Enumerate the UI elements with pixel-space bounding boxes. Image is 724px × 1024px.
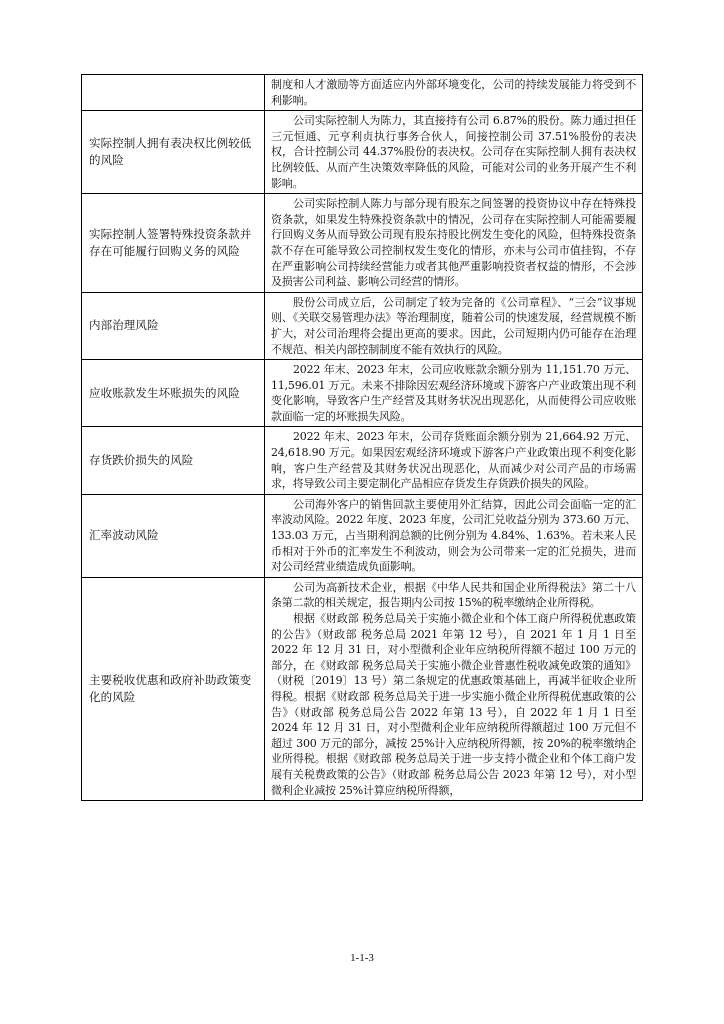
risk-description-paragraph: 2022 年末、2023 年末，公司存货账面余额分别为 21,664.92 万元、24,618.90 万元。如果因宏观经济环境或下游客户产业政策出现不利变化影响，客户生产经营及其财务状况出现恶化，从而减少对公司产品的市场需求，将导致公司主要定制化产品相应存货发生存货跌价损失的风险。 (271, 430, 636, 491)
table-row (82, 194, 643, 293)
risk-description-cell (265, 111, 643, 194)
risk-name-cell: 应收账款发生坏账损失的风险 (82, 360, 265, 427)
table-row (82, 75, 643, 111)
risk-description-paragraph: 2022 年末、2023 年末，公司应收账款余额分别为 11,151.70 万元、11,596.01 万元。未来不排除因宏观经济环境或下游客户产业政策出现不利变化影响，导致客户生产经营及其财务状况出现恶化，从而使得公司应收账款面临一定的坏账损失风险。 (271, 363, 636, 423)
risk-description-cell (265, 292, 643, 359)
risk-description-paragraph: 制度和人才激励等方面适应内外部环境变化，公司的持续发展能力将受到不利影响。 (271, 78, 636, 107)
risk-name-cell (82, 75, 265, 111)
risk-description-paragraph: 根据《财政部 税务总局关于实施小微企业和个体工商户所得税优惠政策的公告》（财政部 税务总局 2021 年第 12 号），自 2021 年 1 月 1 日至 2022 年 12 月 31 日，对小型微利企业年应纳税所得额不超过 100 万元的部分，在《财政部 税务总局关于实施小微企业普惠性税收减免政策的通知》（财税〔2019〕13 号）第二条规定的优惠政策基础上，再减半征收企业所得税。根据《财政部 税务总局关于进一步实施小微企业所得税优惠政策的公告》（财政部 税务总局公告 2022 年第 13 号），自 2022 年 1 月 1 日至 2024 年 12 月 31 日，对小型微利企业年应纳税所得额超过 100 万元但不超过 300 万元的部分，减按 25%计入应纳税所得额，按 20%的税率缴纳企业所得税。根据《财政部 税务总局关于进一步支持小微企业和个体工商户发展有关税费政策的公告》（财政部 税务总局公告 2023 年第 12 号），对小型微利企业减按 25%计算应纳税所得额， (271, 612, 636, 797)
risk-description-cell (265, 427, 643, 494)
risk-table (81, 74, 643, 801)
risk-name-cell: 汇率波动风险 (82, 494, 265, 577)
risk-description-cell (265, 194, 643, 293)
table-row (82, 111, 643, 194)
risk-name-cell: 实际控制人签署特殊投资条款并存在可能履行回购义务的风险 (82, 194, 265, 293)
table-row (82, 427, 643, 494)
risk-description-cell (265, 360, 643, 427)
page-number: 1-1-3 (350, 952, 374, 964)
risk-name-cell: 实际控制人拥有表决权比例较低的风险 (82, 111, 265, 194)
risk-table-body (82, 75, 643, 801)
table-row (82, 577, 643, 800)
risk-description-paragraph: 公司为高新技术企业，根据《中华人民共和国企业所得税法》第二十八条第二款的相关规定，报告期内公司按 15%的税率缴纳企业所得税。 (271, 580, 636, 610)
risk-name-cell: 内部治理风险 (82, 292, 265, 359)
table-row (82, 360, 643, 427)
risk-description-cell (265, 494, 643, 577)
risk-description-paragraph: 公司实际控制人为陈力，其直接持有公司 6.87%的股份。陈力通过担任三元恒通、元亨利贞执行事务合伙人，间接控制公司 37.51%股份的表决权，合计控制公司 44.37%股份的表决权。公司存在实际控制人拥有表决权比例较低、从而产生决策效率降低的风险，可能对公司的业务开展产生不利影响。 (271, 114, 636, 190)
risk-description-paragraph: 股份公司成立后，公司制定了较为完备的《公司章程》、“三会”议事规则、《关联交易管理办法》等治理制度，随着公司的快速发展，经营规模不断扩大，对公司治理将会提出更高的要求。因此，公司短期内仍可能存在治理不规范、相关内部控制制度不能有效执行的风险。 (271, 295, 636, 356)
risk-description-paragraph: 公司海外客户的销售回款主要使用外汇结算，因此公司会面临一定的汇率波动风险。2022 年度、2023 年度，公司汇兑收益分别为 373.60 万元、133.03 万元，占当期利润总额的比例分别为 4.84%、1.63%。若未来人民币相对于外币的汇率发生不利波动，则会为公司带来一定的汇兑损失，进而对公司经营业绩造成负面影响。 (271, 497, 636, 574)
risk-description-paragraph: 公司实际控制人陈力与部分现有股东之间签署的投资协议中存在特殊投资条款，如果发生特殊投资条款中的情况，公司存在实际控制人可能需要履行回购义务从而导致公司现有股东持股比例发生变化的风险，但特殊投资条款不存在可能导致公司控制权发生变化的情形，亦未与公司市值挂钩，不存在严重影响公司持续经营能力或者其他严重影响投资者权益的情形，不会涉及损害公司利益、影响公司经营的情形。 (271, 197, 636, 289)
risk-name-cell: 存货跌价损失的风险 (82, 427, 265, 494)
table-row (82, 292, 643, 359)
risk-description-cell (265, 75, 643, 111)
table-row (82, 494, 643, 577)
risk-name-cell: 主要税收优惠和政府补助政策变化的风险 (82, 577, 265, 800)
risk-description-cell (265, 577, 643, 800)
